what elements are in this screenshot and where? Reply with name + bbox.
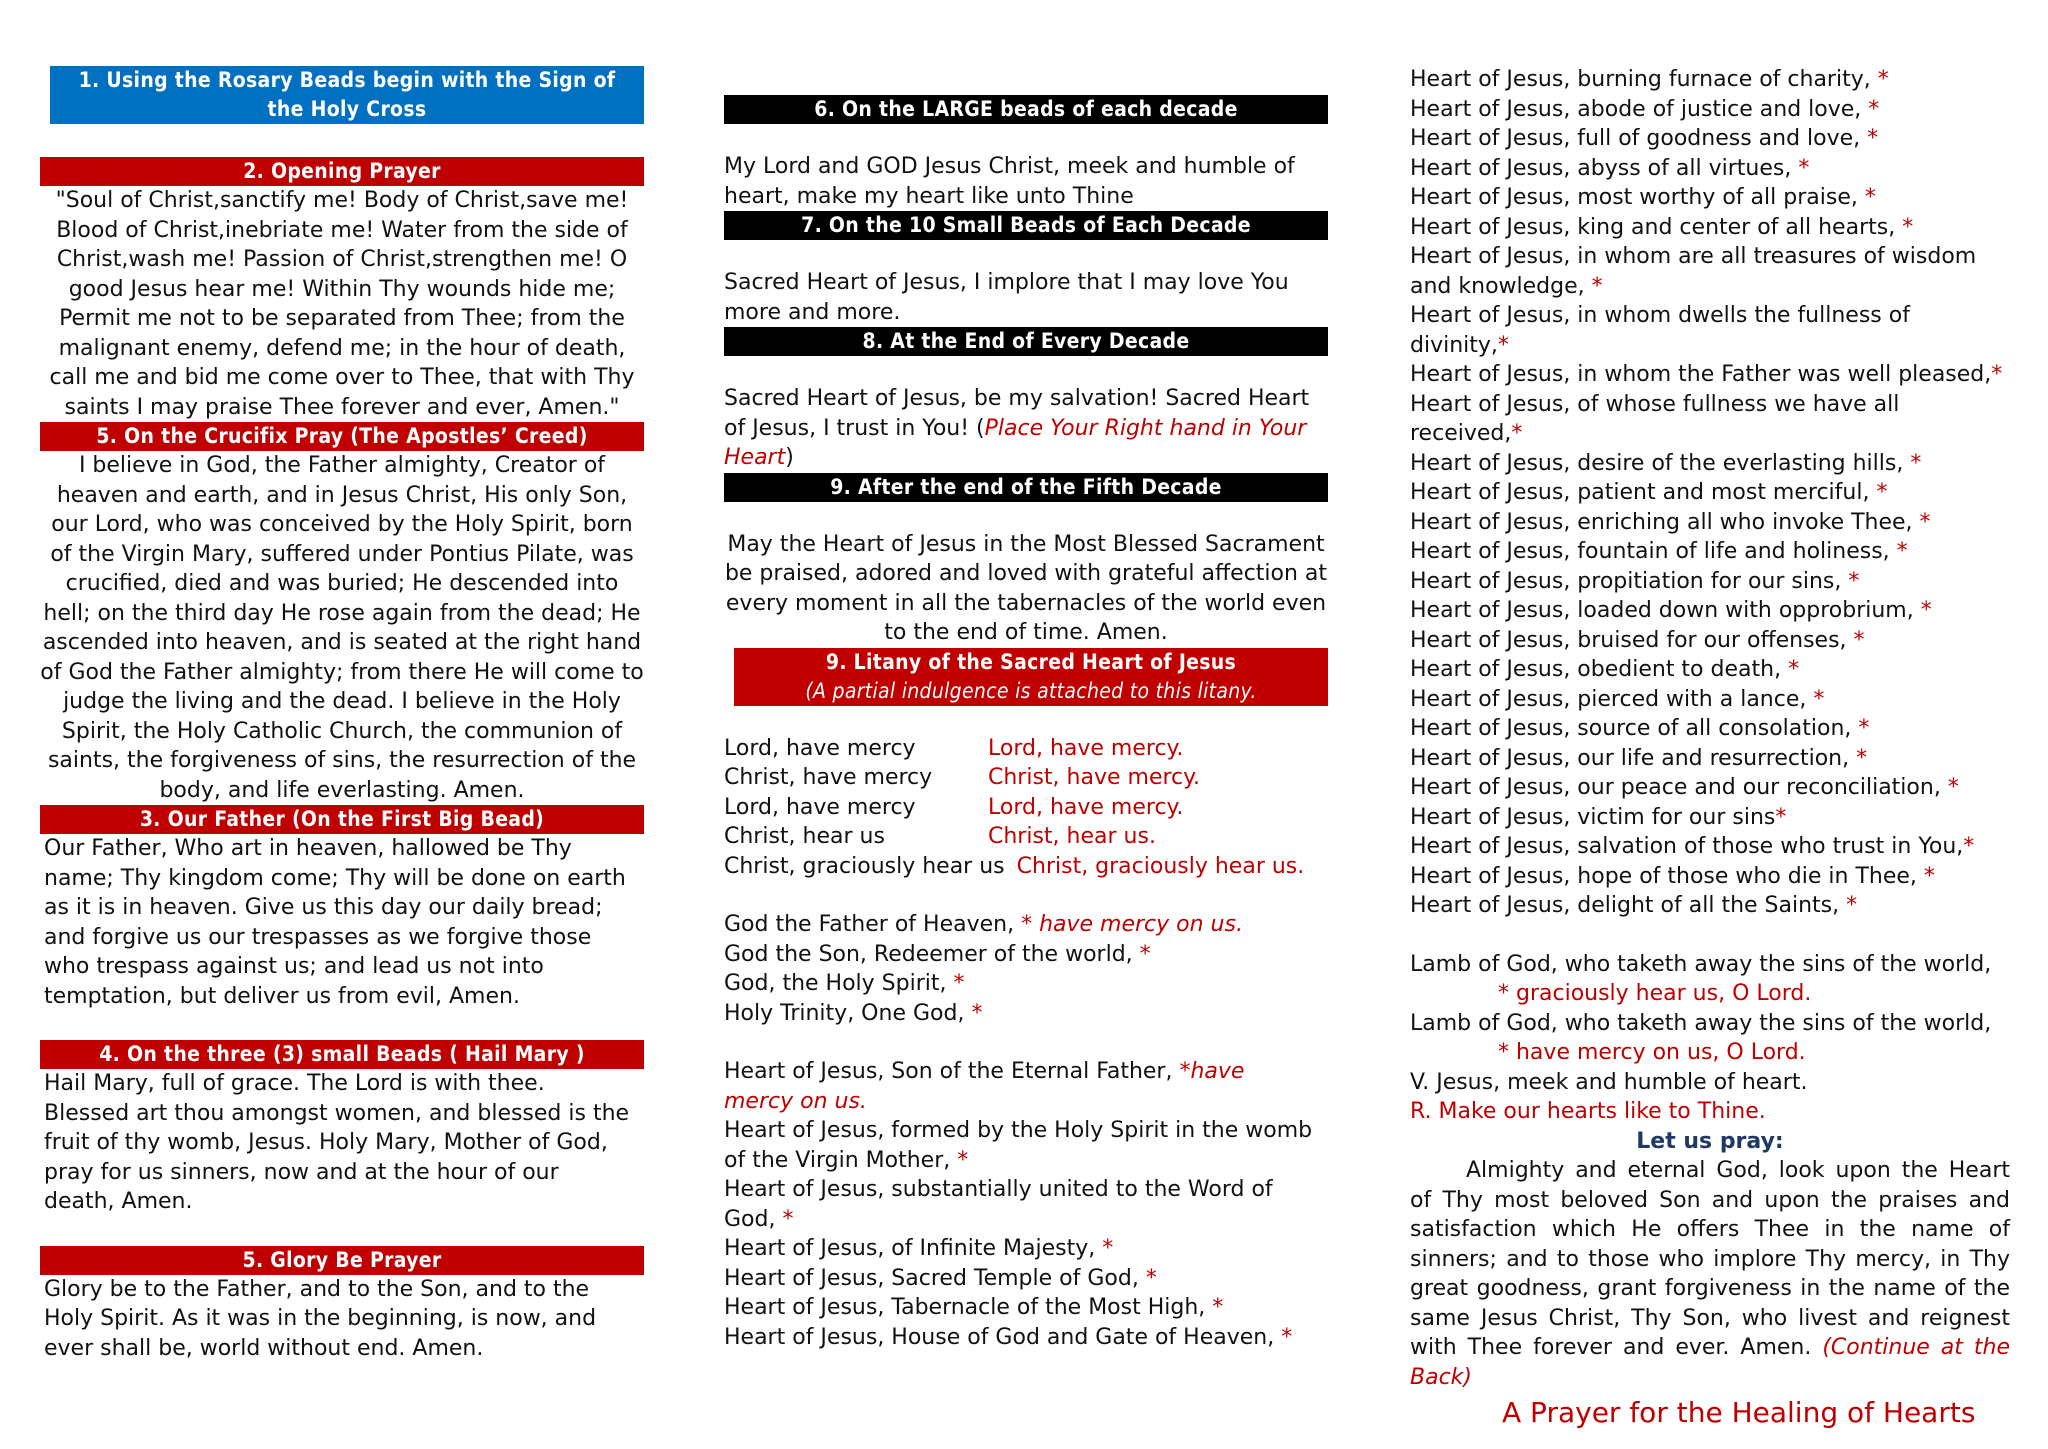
litany-line [1410,65,2010,95]
litany-line [1410,891,2010,921]
litany-invocation: Heart of Jesus, our life and resurrection, [1410,745,1857,771]
litany-line [1410,744,2010,774]
litany-response: * [1775,804,1787,830]
litany-invocation: Heart of Jesus, enriching all who invoke Thee, [1410,509,1920,535]
litany-invocation: Heart of Jesus, hope of those who die in Thee, [1410,863,1924,889]
litany-line [724,999,1328,1029]
litany-invocation: Heart of Jesus, formed by the Holy Spirit in the womb of the Virgin Mother, [724,1118,1313,1173]
large-beads-text: My Lord and GOD Jesus Christ, meek and humble of heart, make my heart like unto Thine [724,154,1295,209]
litany-line [1410,301,2010,360]
fifth-decade-text: May the Heart of Jesus in the Most Blessed Sacrament be praised, adored and loved with grateful affection at every moment in all the tabernacles of the world even to the end of time. Amen. [724,531,1328,645]
litany-invocation: God, the Holy Spirit, [724,971,954,996]
section-header-glory-be: 5. Glory Be Prayer [40,1246,644,1275]
continue-note: (Continue at the Back) [1410,1335,2010,1390]
litany-response: * [1864,185,1876,210]
litany-response: Christ, hear us. [988,824,1156,849]
litany-line [724,1175,1318,1234]
litany-invocation: Heart of Jesus, pierced with a lance, [1410,686,1814,712]
litany-invocation: Heart of Jesus, desire of the everlasting hills, [1410,450,1911,476]
litany-line [1410,449,2010,479]
litany-line [1410,803,2010,833]
litany-invocation: Holy Trinity, One God, [724,1000,972,1026]
litany-row [724,793,1328,823]
litany-call: Lord, have mercy [724,794,916,820]
litany-invocation: Heart of Jesus, in whom are all treasures of wisdom and knowledge, [1410,244,1977,299]
litany-line [1410,567,2010,597]
litany-call: Christ, graciously hear us [724,853,1005,879]
hail-mary-text: Hail Mary, full of grace. The Lord is with thee. Blessed art thou amongst women, and blessed is the fruit of thy womb, Jesus. Holy Mary, Mother of God, pray for us sinners, now and at the hour of our death, Amen. [44,1071,630,1214]
section-header-hail-mary: 4. On the three (3) small Beads ( Hail Mary ) [40,1040,644,1069]
litany-invocation: Heart of Jesus, patient and most merciful, [1410,480,1877,505]
lamb-of-god-2: Lamb of God, who taketh away the sins of the world, [1410,1010,1992,1036]
litany-invocation: Heart of Jesus, bruised for our offenses, [1410,627,1854,653]
litany-subtitle: (A partial indulgence is attached to this litany. [805,678,1257,703]
litany-line [1410,832,2010,862]
litany-line [1410,773,2010,803]
litany-invocation: Heart of Jesus, delight of all the Saints, [1410,893,1847,918]
litany-response: * [1813,686,1825,712]
litany-response: * [1788,657,1800,682]
litany-invocation: Heart of Jesus, Tabernacle of the Most High, [724,1295,1213,1320]
litany-response: Lord, have mercy. [988,794,1184,820]
lamb-of-god-1-response: * graciously hear us, O Lord. [1498,981,1812,1006]
our-father-text: Our Father, Who art in heaven, hallowed be Thy name; Thy kingdom come; Thy will be done on earth as it is in heaven. Give us this day our daily bread; and forgive us our trespasses as we forgive those who trespass against us; and lead us not into temptation, but deliver us from evil, Amen. [44,836,626,1009]
litany-response: * [1281,1324,1293,1350]
closing-prayer-text: Almighty and eternal God, look upon the Heart of Thy most beloved Son and upon the praises and satisfaction which He offers Thee in the name of sinners; and to those who implore Thy mercy, in Thy great goodness, grant forgiveness in the name of the same Jesus Christ, Thy Son, who livest and reignest with Thee forever and ever. Amen. [1410,1158,2010,1360]
litany-line [1410,685,2010,715]
litany-response: * [1910,450,1922,476]
column-right [1410,0,2010,1392]
litany-line [724,940,1328,970]
litany-invocation: Heart of Jesus, victim for our sins [1410,804,1776,830]
litany-invocation: Heart of Jesus, full of goodness and love, [1410,126,1868,151]
litany-call: Christ, have mercy [724,765,933,790]
end-of-decade-prayer: Sacred Heart of Jesus, be my salvation! Sacred Heart of Jesus, I trust in You! ( [724,386,1310,441]
section-header-large-beads: 6. On the LARGE beads of each decade [724,95,1328,124]
litany-line [724,1323,1318,1353]
litany-response: Christ, have mercy. [988,765,1201,790]
litany-invocation: Heart of Jesus, abode of justice and love, [1410,96,1869,122]
litany-invocation: Heart of Jesus, source of all consolation, [1410,716,1859,741]
lamb-of-god-1: Lamb of God, who taketh away the sins of the world, [1410,951,1992,977]
column-middle [724,0,1328,1352]
litany-response: Christ, graciously hear us. [1016,853,1305,879]
glory-be-text: Glory be to the Father, and to the Son, and to the Holy Spirit. As it was in the beginning, is now, and ever shall be, world without end. Amen. [44,1276,597,1361]
litany-invocation: Heart of Jesus, king and center of all hearts, [1410,214,1903,240]
litany-line [1410,508,2010,538]
litany-row [724,852,1328,882]
litany-response: * [1858,716,1870,741]
litany-response: * [1902,214,1914,240]
litany-response: * [1212,1295,1224,1320]
litany-line [1410,213,2010,243]
litany-response: * [782,1206,794,1232]
litany-invocation: Heart of Jesus, House of God and Gate of Heaven, [724,1324,1282,1350]
litany-response: * [957,1147,969,1173]
litany-line [1410,124,2010,154]
litany-invocation: Heart of Jesus, fountain of life and holiness, [1410,539,1897,564]
lamb-of-god-2-response: * have mercy on us, O Lord. [1498,1040,1806,1065]
litany-hearts-part1 [724,1057,1328,1352]
litany-hearts-part2 [1410,65,2010,921]
litany-invocation: Heart of Jesus, substantially united to the Word of God, [724,1177,1273,1232]
footer-title: A Prayer for the Healing of Hearts [1502,1396,1976,1429]
litany-response: *have mercy on us. [724,1059,1245,1114]
litany-response: * [1868,96,1880,122]
litany-response: * [1846,893,1858,918]
litany-line [724,910,1328,940]
litany-line [724,1293,1318,1323]
litany-invocation: Heart of Jesus, Sacred Temple of God, [724,1265,1146,1291]
litany-response: * [1920,598,1932,623]
section-header-small-beads: 7. On the 10 Small Beads of Each Decade [724,211,1328,240]
litany-response: * [1848,568,1860,594]
litany-invocation: Heart of Jesus, in whom dwells the fullness of divinity, [1410,303,1910,358]
litany-line [1410,360,2010,390]
litany-kyrie [724,734,1328,882]
litany-invocation: Heart of Jesus, in whom the Father was well pleased, [1410,362,1992,387]
versicle: V. Jesus, meek and humble of heart. [1410,1069,1808,1095]
litany-invocation: Heart of Jesus, our peace and our reconciliation, [1410,775,1948,800]
litany-line [1410,862,2010,892]
litany-line [1410,242,2010,301]
litany-response: * [1923,863,1935,889]
litany-response: * [953,971,965,996]
litany-invocation: Heart of Jesus, obedient to death, [1410,657,1789,682]
apostles-creed-text: I believe in God, the Father almighty, Creator of heaven and earth, and in Jesus Christ, His only Son, our Lord, who was conceived by the Holy Spirit, born of the Virgin Mary, suffered under Pontius Pilate, was crucified, died and was buried; He descended into hell; on the third day He rose again from the dead; He ascended into heaven, and is seated at the right hand of God the Father almighty; from there He will come to judge the living and the dead. I believe in the Holy Spirit, the Holy Catholic Church, the communion of saints, the forgiveness of sins, the resurrection of the body, and life everlasting. Amen. [40,453,644,803]
let-us-pray-heading: Let us pray: [1636,1128,1784,1154]
litany-invocation: Heart of Jesus, most worthy of all praise, [1410,185,1865,210]
litany-response: * [1877,67,1889,92]
litany-response: * [1876,480,1888,505]
litany-response: * [1145,1265,1157,1291]
litany-response: * have mercy on us. [1021,912,1243,937]
column-left [40,0,644,1363]
section-header-apostles-creed: 5. On the Crucifix Pray (The Apostles’ Creed) [40,422,644,451]
closing-prayer [1410,1156,2010,1392]
litany-invocation: Heart of Jesus, abyss of all virtues, [1410,155,1799,181]
section-header-our-father: 3. Our Father (On the First Big Bead) [40,805,644,834]
section-header-sign-of-cross: 1. Using the Rosary Beads begin with the Sign of the Holy Cross [50,66,644,124]
litany-response: * [1853,627,1865,653]
litany-line [1410,390,2010,449]
litany-response: * [1139,941,1151,967]
litany-invocation: Heart of Jesus, burning furnace of charity, [1410,67,1878,92]
litany-response: * [1798,155,1810,181]
litany-response: * [1867,126,1879,151]
litany-invocation: Heart of Jesus, Son of the Eternal Father, [724,1059,1180,1084]
litany-response: * [1511,421,1523,446]
litany-line [1410,183,2010,213]
litany-line [1410,537,2010,567]
litany-invocation: God the Father of Heaven, [724,912,1022,937]
section-header-opening-prayer: 2. Opening Prayer [40,157,644,186]
litany-line [1410,154,2010,184]
litany-line [724,1264,1318,1294]
litany-response: * [1947,775,1959,800]
section-header-end-of-decade: 8. At the End of Every Decade [724,327,1328,356]
litany-line [1410,596,2010,626]
litany-line [724,1234,1318,1264]
litany-response: * [1497,332,1509,358]
end-of-decade-close-paren: ) [785,445,794,470]
opening-prayer-text: "Soul of Christ,sanctify me! Body of Christ,save me! Blood of Christ,inebriate me! Water from the side of Christ,wash me! Passion of Christ,strengthen me! O good Jesus hear me! Within Thy wounds hide me; Permit me not to be separated from Thee; from the malignant enemy, defend me; in the hour of death, call me and bid me come over to Thee, that with Thy saints I may praise Thee forever and ever, Amen." [49,188,635,420]
litany-line [1410,95,2010,125]
litany-line [1410,655,2010,685]
response: R. Make our hearts like to Thine. [1410,1099,1766,1124]
litany-call: Christ, hear us [724,824,885,849]
litany-invocation: Heart of Jesus, salvation of those who trust in You, [1410,834,1964,859]
end-of-decade-text [724,384,1328,473]
litany-response: * [1856,745,1868,771]
small-beads-text: Sacred Heart of Jesus, I implore that I may love You more and more. [724,270,1289,325]
litany-row [724,763,1328,793]
litany-response: * [1591,273,1603,299]
end-of-decade-instruction: Place Your Right hand in Your Heart [724,415,1307,470]
litany-response: * [1963,834,1975,859]
litany-response: * [1102,1236,1114,1261]
litany-invocation: Heart of Jesus, propitiation for our sins, [1410,568,1849,594]
litany-invocation: God the Son, Redeemer of the world, [724,941,1140,967]
litany-response: * [1896,539,1908,564]
litany-response: Lord, have mercy. [988,735,1184,761]
litany-response: * [1919,509,1931,535]
litany-call: Lord, have mercy [724,735,916,761]
litany-row [724,822,1328,852]
litany-invocation: Heart of Jesus, loaded down with opprobrium, [1410,598,1921,623]
litany-invocation: Heart of Jesus, of whose fullness we have all received, [1410,391,1900,446]
litany-line [724,1116,1318,1175]
litany-title: 9. Litany of the Sacred Heart of Jesus [825,649,1237,674]
litany-response: * [1991,362,2003,387]
litany-response: * [971,1000,983,1026]
litany-invocation: Heart of Jesus, of Infinite Majesty, [724,1236,1103,1261]
section-header-litany [734,648,1328,706]
section-header-fifth-decade: 9. After the end of the Fifth Decade [724,473,1328,502]
litany-line [1410,626,2010,656]
litany-trinity [724,910,1328,1028]
litany-line [724,1057,1318,1116]
litany-line [724,969,1328,999]
litany-row [724,734,1328,764]
litany-line [1410,714,2010,744]
litany-line [1410,478,2010,508]
